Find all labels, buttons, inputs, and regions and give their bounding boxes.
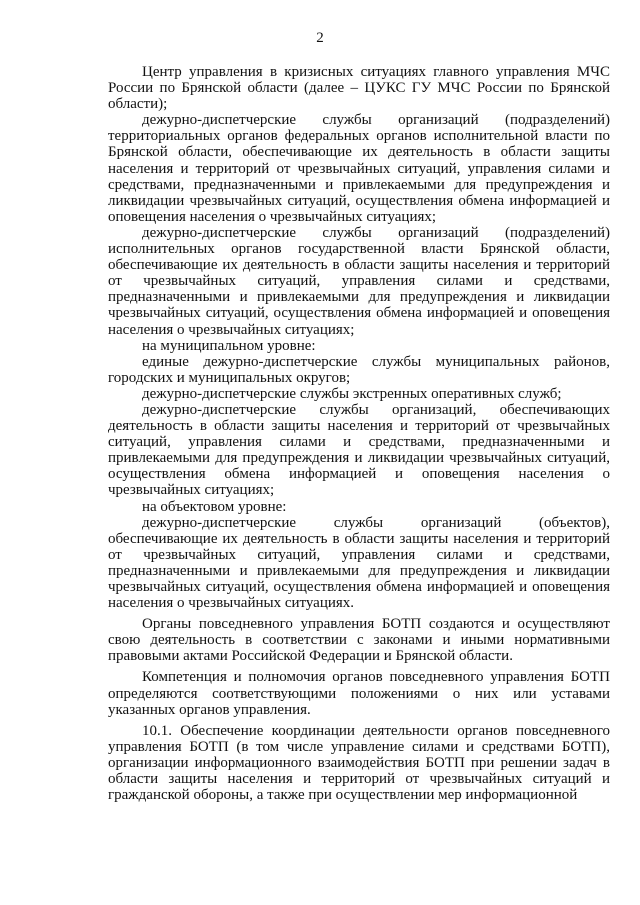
paragraph-section-10-1: 10.1. Обеспечение координации деятельности органов повседневного управления БОТП (в том числе управление силами и средствами БОТП), организации информационного взаимодействия БОТП при решении задач в области защиты населения и территорий от чрезвычайных ситуаций и гражданской обороны, а также при осуществлении мер информационной (108, 722, 610, 804)
paragraph-botp-bodies: Органы повседневного управления БОТП создаются и осуществляют свою деятельность в соответствии с законами и иными нормативными правовыми актами Российской Федерации и Брянской области. (108, 616, 610, 665)
paragraph-regional-dds: дежурно-диспетчерские службы организаций (подразделений) исполнительных органов государственной власти Брянской области, обеспечивающие их деятельность в области защиты населения и территорий от чрезвычайных ситуаций, управления силами и средствами, предназначенными и привлекаемыми для предупреждения и ликвидации чрезвычайных ситуаций, осуществления обмена информацией и оповещения населения о чрезвычайных ситуациях; (108, 224, 610, 338)
paragraph-emergency-services-dds: дежурно-диспетчерские службы экстренных оперативных служб; (142, 385, 562, 402)
paragraph-object-level: на объектовом уровне: (142, 498, 287, 515)
paragraph-edds: единые дежурно-диспетчерские службы муниципальных районов, городских и муниципальных округов; (108, 353, 610, 386)
paragraph-municipal-level: на муниципальном уровне: (142, 337, 316, 354)
paragraph-competence: Компетенция и полномочия органов повседневного управления БОТП определяются соответствующими положениями о них или уставами указанных органов управления. (108, 669, 610, 718)
paragraph-territorial-dds: дежурно-диспетчерские службы организаций (подразделений) территориальных органов федеральных органов исполнительной власти по Брянской области, обеспечивающие их деятельность в области защиты населения и территорий от чрезвычайных ситуаций, управления силами и средствами, предназначенными и привлекаемыми для предупреждения и ликвидации чрезвычайных ситуаций, осуществления обмена информацией и оповещения населения о чрезвычайных ситуациях; (108, 112, 610, 225)
paragraph-tsuks: Центр управления в кризисных ситуациях главного управления МЧС России по Брянской области (далее – ЦУКС ГУ МЧС России по Брянской области); (108, 64, 610, 113)
page-number: 2 (316, 30, 324, 46)
paragraph-organizations-dds: дежурно-диспетчерские службы организаций, обеспечивающих деятельность в области защиты населения и территорий от чрезвычайных ситуаций, управления силами и средствами, предназначенными и привлекаемыми для предупреждения и ликвидации чрезвычайных ситуаций, осуществления обмена информацией и оповещения населения о чрезвычайных ситуациях; (108, 401, 610, 499)
document-body (108, 64, 610, 803)
paragraph-object-dds: дежурно-диспетчерские службы организаций (объектов), обеспечивающие их деятельность в области защиты населения и территорий от чрезвычайных ситуаций, управления силами и средствами, предназначенными и привлекаемыми для предупреждения и ликвидации чрезвычайных ситуаций, осуществления обмена информацией и оповещения населения о чрезвычайных ситуациях. (108, 514, 610, 612)
